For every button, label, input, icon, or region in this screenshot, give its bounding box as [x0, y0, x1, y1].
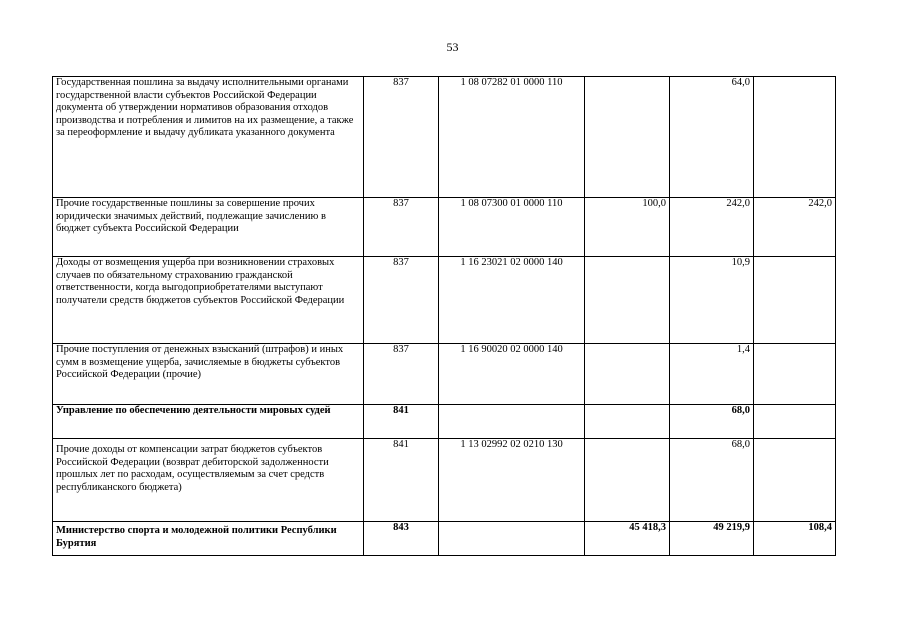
row-name: Прочие государственные пошлины за совершение прочих юридически значимых действий, подлежащие зачислению в бюджет субъекта Российской Федерации — [53, 198, 364, 257]
table-row — [53, 198, 836, 257]
row-name: Государственная пошлина за выдачу исполнительными органами государственной власти субъектов Российской Федерации документа об утверждении нормативов образования отходов производства и потребления и лимитов на их размещение, а также за переоформление и выдачу дубликата указанного документа — [53, 77, 364, 198]
row-fact: 242,0 — [670, 198, 754, 257]
row-budget-code — [439, 405, 585, 439]
row-percent: 242,0 — [754, 198, 836, 257]
row-name: Прочие доходы от компенсации затрат бюджетов субъектов Российской Федерации (возврат дебиторской задолженности прошлых лет по расходам, осуществляемым за счет средств республиканского бюджета) — [53, 439, 364, 522]
page-number: 53 — [446, 40, 459, 54]
row-budget-code: 1 08 07300 01 0000 110 — [439, 198, 585, 257]
table-row — [53, 257, 836, 344]
revenue-table — [52, 76, 836, 556]
table-row — [53, 77, 836, 198]
row-name: Управление по обеспечению деятельности мировых судей — [53, 405, 364, 439]
row-budget-code: 1 13 02992 02 0210 130 — [439, 439, 585, 522]
row-fact: 68,0 — [670, 405, 754, 439]
row-plan — [585, 257, 670, 344]
row-budget-code: 1 08 07282 01 0000 110 — [439, 77, 585, 198]
row-percent — [754, 405, 836, 439]
row-plan — [585, 344, 670, 405]
table-row — [53, 344, 836, 405]
table-row — [53, 439, 836, 522]
row-name: Прочие поступления от денежных взысканий (штрафов) и иных сумм в возмещение ущерба, зачисляемые в бюджеты субъектов Российской Федерации (прочие) — [53, 344, 364, 405]
row-percent: 108,4 — [754, 522, 836, 556]
row-fact: 49 219,9 — [670, 522, 754, 556]
row-fact: 10,9 — [670, 257, 754, 344]
row-admin-code: 837 — [364, 344, 439, 405]
row-plan: 45 418,3 — [585, 522, 670, 556]
row-percent — [754, 77, 836, 198]
table-row — [53, 522, 836, 556]
row-percent — [754, 344, 836, 405]
row-admin-code: 843 — [364, 522, 439, 556]
row-admin-code: 837 — [364, 198, 439, 257]
row-percent — [754, 257, 836, 344]
row-plan: 100,0 — [585, 198, 670, 257]
row-fact: 68,0 — [670, 439, 754, 522]
row-plan — [585, 77, 670, 198]
row-budget-code: 1 16 90020 02 0000 140 — [439, 344, 585, 405]
row-percent — [754, 439, 836, 522]
table-row — [53, 405, 836, 439]
row-plan — [585, 405, 670, 439]
row-name: Министерство спорта и молодежной политики Республики Бурятия — [53, 522, 364, 556]
row-name: Доходы от возмещения ущерба при возникновении страховых случаев по обязательному страхованию гражданской ответственности, когда выгодоприобретателями выступают получатели средств бюджетов субъектов Российской Федерации — [53, 257, 364, 344]
row-admin-code: 841 — [364, 405, 439, 439]
row-budget-code — [439, 522, 585, 556]
row-budget-code: 1 16 23021 02 0000 140 — [439, 257, 585, 344]
row-fact: 1,4 — [670, 344, 754, 405]
row-admin-code: 837 — [364, 77, 439, 198]
row-fact: 64,0 — [670, 77, 754, 198]
row-plan — [585, 439, 670, 522]
row-admin-code: 841 — [364, 439, 439, 522]
row-admin-code: 837 — [364, 257, 439, 344]
